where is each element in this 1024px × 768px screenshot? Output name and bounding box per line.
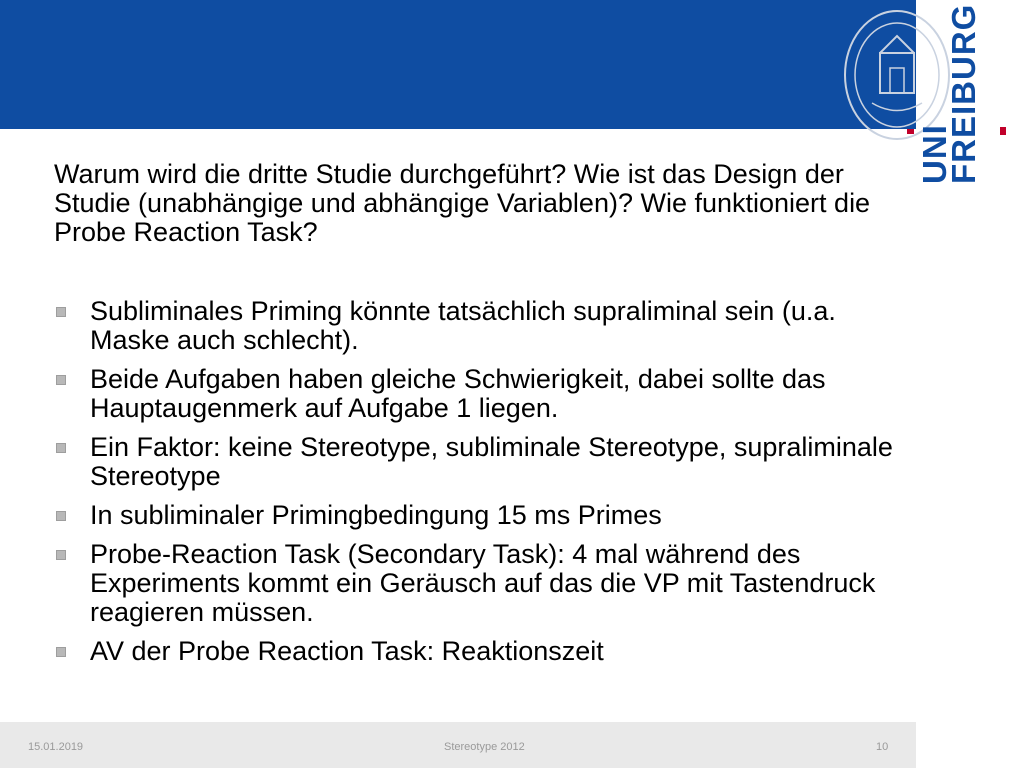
footer-title: Stereotype 2012 [444,741,525,753]
bullet-item [54,297,894,355]
bullet-square-icon [56,443,66,453]
bullet-square-icon [56,511,66,521]
bullet-text: AV der Probe Reaction Task: Reaktionszeit [90,636,604,666]
bullet-item [54,501,894,530]
logo-line-freiburg: FREIBURG [945,3,982,184]
header-bar [0,0,916,129]
bullet-text: Ein Faktor: keine Stereotype, subliminale Stereotype, supraliminale Stereotype [90,432,893,491]
bullet-text: Subliminales Priming könnte tatsächlich supraliminal sein (u.a. Maske auch schlecht). [90,296,836,355]
logo-line-uni: UNI [916,124,953,184]
slide-footer [0,722,916,768]
bullet-text: In subliminaler Primingbedingung 15 ms Primes [90,500,662,530]
bullet-square-icon [56,647,66,657]
bullet-item [54,637,894,666]
bullet-text: Probe-Reaction Task (Secondary Task): 4 mal während des Experiments kommt ein Geräusch auf das die VP mit Tastendruck reagieren müssen. [90,539,876,627]
bullet-item [54,433,894,491]
footer-date: 15.01.2019 [28,741,84,753]
page-number: 10 [876,741,889,753]
bullet-list [54,297,894,676]
bullet-item [54,540,894,627]
bullet-square-icon [56,307,66,317]
bullet-square-icon [56,550,66,560]
university-logo-text [916,3,982,184]
bullet-text: Beide Aufgaben haben gleiche Schwierigkeit, dabei sollte das Hauptaugenmerk auf Aufgabe 1 liegen. [90,364,826,423]
logo-accent-left [907,129,914,134]
bullet-item [54,365,894,423]
bullet-square-icon [56,375,66,385]
logo-accent-right [1000,127,1006,135]
slide-intro-question: Warum wird die dritte Studie durchgeführt? Wie ist das Design der Studie (unabhängige und abhängige Variablen)? Wie funktioniert die Probe Reaction Task? [54,159,871,247]
